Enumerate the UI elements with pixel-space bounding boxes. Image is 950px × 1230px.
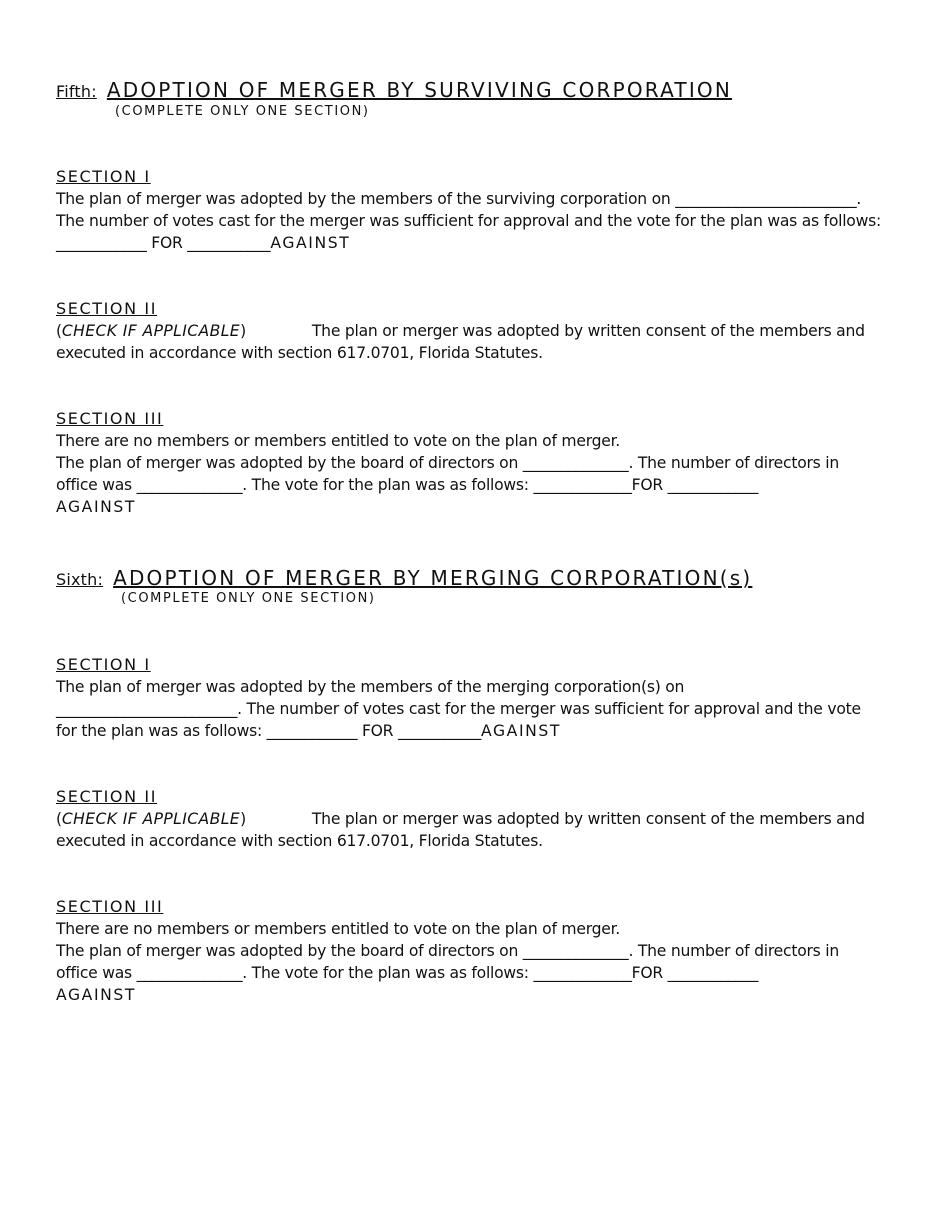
sixth-section-2-check-text: CHECK IF APPLICABLE xyxy=(61,810,241,828)
sixth-section-2-paren-open: ( xyxy=(56,810,62,828)
sixth-section-2-paren-close: ) xyxy=(240,810,246,828)
fifth-section-2-line-2: executed in accordance with section 617.0701, Florida Statutes. xyxy=(56,344,543,362)
sixth-section-2-line-1 xyxy=(56,808,906,830)
sixth-article-title: ADOPTION OF MERGER BY MERGING CORPORATION(s) xyxy=(113,566,753,590)
fifth-section-1-against: AGAINST xyxy=(270,234,351,252)
fifth-section-1-line-1: The plan of merger was adopted by the members of the surviving corporation on ________________________. xyxy=(56,190,862,208)
sixth-section-2 xyxy=(56,786,906,852)
fifth-section-2-line-1-rest: The plan or merger was adopted by written consent of the members and xyxy=(311,322,865,340)
sixth-section-3-line-3: office was ______________. The vote for the plan was as follows: _____________FOR ____________ xyxy=(56,964,759,982)
fifth-section-1 xyxy=(56,166,906,254)
fifth-section-2-check-text: CHECK IF APPLICABLE xyxy=(61,322,241,340)
fifth-section-2 xyxy=(56,298,906,364)
fifth-section-1-label: SECTION I xyxy=(56,167,151,186)
sixth-section-1 xyxy=(56,654,906,742)
sixth-section-1-line-2: ________________________. The number of votes cast for the merger was sufficient for approval and the vote xyxy=(56,700,861,718)
sixth-section-3-line-1: There are no members or members entitled to vote on the plan of merger. xyxy=(56,920,621,938)
sixth-section-2-label: SECTION II xyxy=(56,787,158,806)
fifth-article-subtitle: (COMPLETE ONLY ONE SECTION) xyxy=(115,104,370,119)
fifth-ordinal: Fifth: xyxy=(56,82,97,101)
fifth-section-1-vote-blanks: ____________ FOR ___________ xyxy=(56,234,271,252)
sixth-section-1-line-1: The plan of merger was adopted by the members of the merging corporation(s) on xyxy=(56,678,685,696)
sixth-section-3-line-2: The plan of merger was adopted by the board of directors on ______________. The number of directors in xyxy=(56,942,839,960)
fifth-section-2-label: SECTION II xyxy=(56,299,158,318)
fifth-section-3-label: SECTION III xyxy=(56,409,164,428)
sixth-section-3-label: SECTION III xyxy=(56,897,164,916)
fifth-article-title: ADOPTION OF MERGER BY SURVIVING CORPORATION xyxy=(106,78,733,102)
fifth-section-2-paren-close: ) xyxy=(240,322,246,340)
fifth-section-3-line-1: There are no members or members entitled to vote on the plan of merger. xyxy=(56,432,621,450)
sixth-section-1-label: SECTION I xyxy=(56,655,151,674)
fifth-section-3 xyxy=(56,408,906,518)
fifth-section-1-line-2: The number of votes cast for the merger was sufficient for approval and the vote for the plan was as follows: xyxy=(56,212,881,230)
sixth-section-1-vote-blanks: for the plan was as follows: ____________ FOR ___________ xyxy=(56,722,481,740)
sixth-section-3-line-4: AGAINST xyxy=(56,986,137,1004)
fifth-section-1-line-3 xyxy=(56,232,906,254)
sixth-section-2-line-2: executed in accordance with section 617.0701, Florida Statutes. xyxy=(56,832,543,850)
sixth-section-3 xyxy=(56,896,906,1006)
fifth-section-3-line-4: AGAINST xyxy=(56,498,137,516)
fifth-section-2-line-1 xyxy=(56,320,906,342)
sixth-section-2-line-1-rest: The plan or merger was adopted by written consent of the members and xyxy=(311,810,865,828)
sixth-article-subtitle: (COMPLETE ONLY ONE SECTION) xyxy=(121,591,376,606)
sixth-section-1-against: AGAINST xyxy=(481,722,562,740)
fifth-article-heading xyxy=(56,78,906,102)
sixth-ordinal: Sixth: xyxy=(56,570,104,589)
fifth-section-2-paren-open: ( xyxy=(56,322,62,340)
sixth-section-1-line-3 xyxy=(56,720,906,742)
fifth-section-3-line-2: The plan of merger was adopted by the board of directors on ______________. The number of directors in xyxy=(56,454,839,472)
fifth-section-3-line-3: office was ______________. The vote for the plan was as follows: _____________FOR ____________ xyxy=(56,476,759,494)
sixth-article-heading xyxy=(56,566,906,590)
